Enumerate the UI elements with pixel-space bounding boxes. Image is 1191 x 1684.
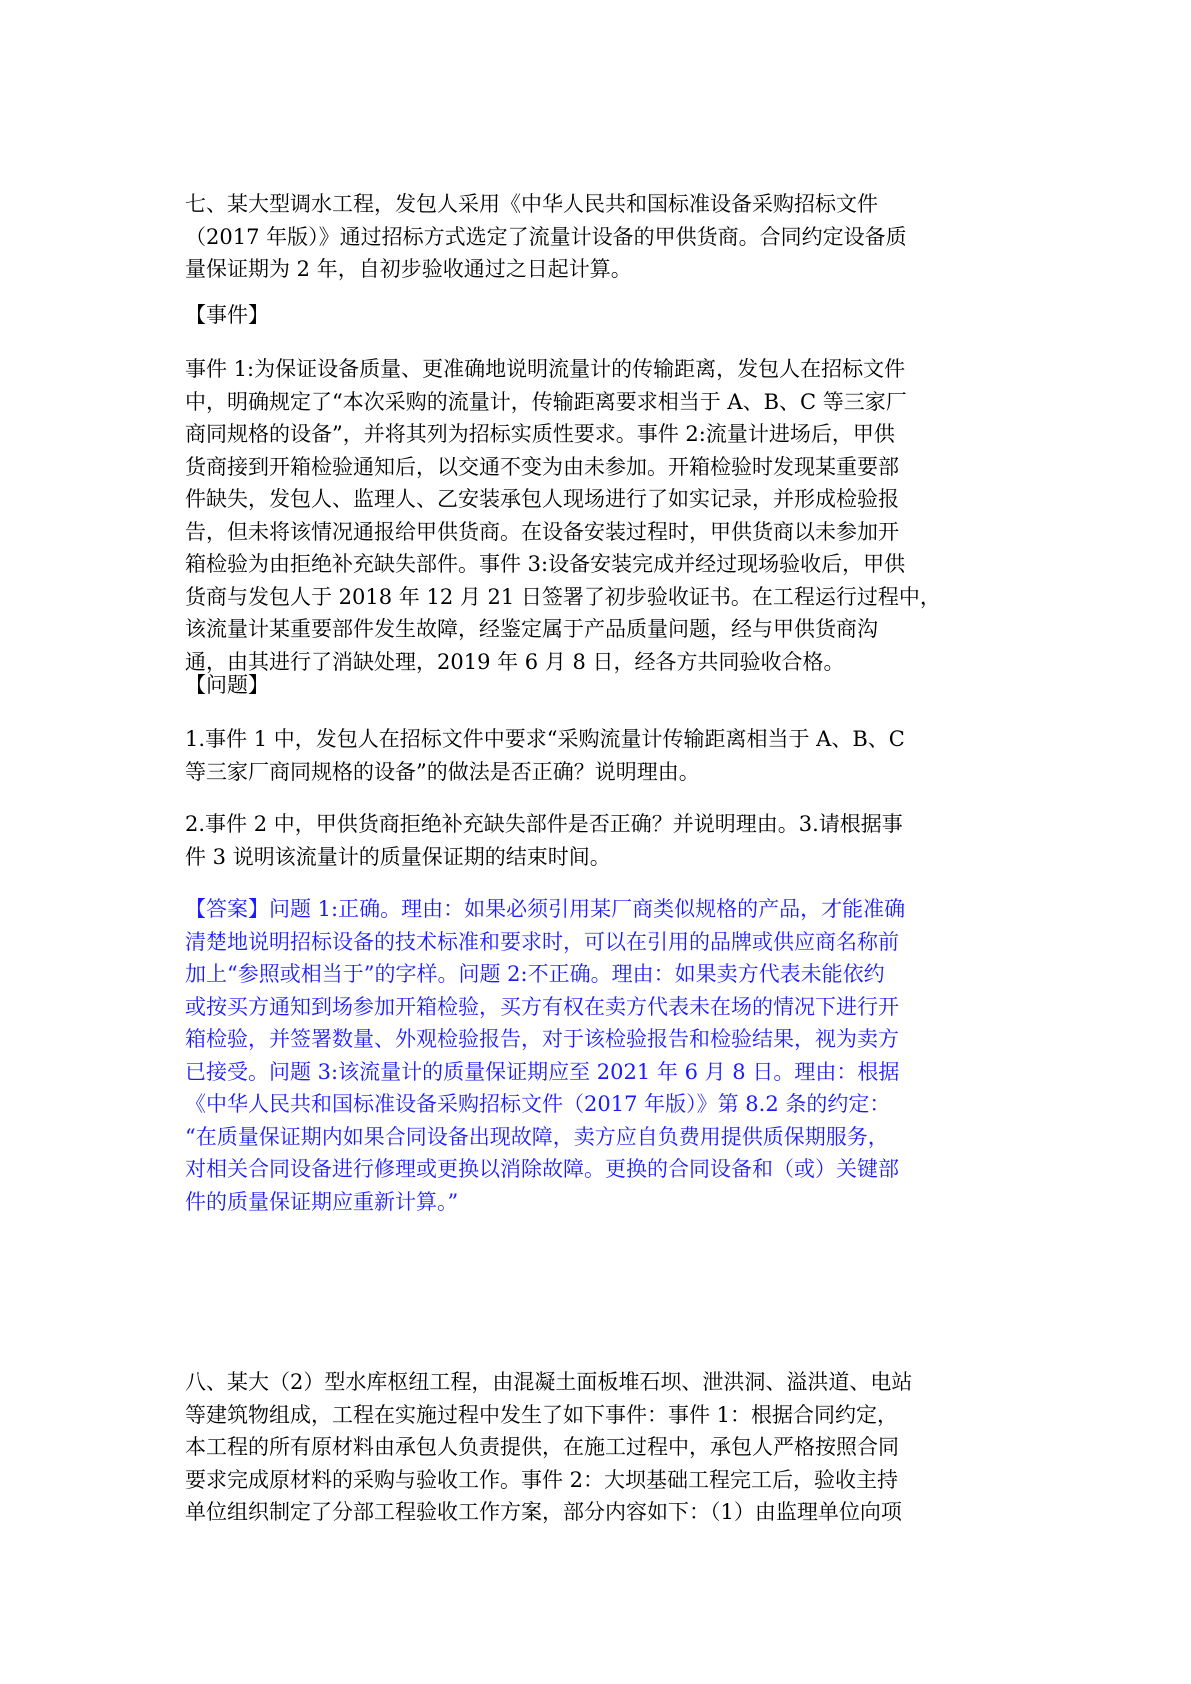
events-paragraph	[185, 353, 1021, 678]
document-page	[185, 0, 1021, 1684]
text-line: 该流量计某重要部件发生故障，经鉴定属于产品质量问题，经与甲供货商沟	[185, 617, 878, 641]
text-line: 中，明确规定了“本次采购的流量计，传输距离要求相当于 A、B、C 等三家厂	[185, 389, 907, 414]
text-line: 已接受。问题 3:该流量计的质量保证期应至 2021 年 6 月 8 日。理由：根据	[185, 1059, 900, 1084]
text-line: 件缺失，发包人、监理人、乙安装承包人现场进行了如实记录，并形成检验报	[185, 487, 899, 511]
text-line: 单位组织制定了分部工程验收工作方案，部分内容如下：（1）由监理单位向项	[185, 1500, 902, 1524]
text-line: 箱检验，并签署数量、外观检验报告，对于该检验报告和检验结果，视为卖方	[185, 1027, 899, 1051]
text-line: 通，由其进行了消缺处理，2019 年 6 月 8 日，经各方共同验收合格。	[185, 649, 845, 674]
text-line: 事件 1:为保证设备质量、更准确地说明流量计的传输距离，发包人在招标文件	[185, 357, 906, 381]
question-2	[185, 808, 1021, 873]
text-line: 或按买方通知到场参加开箱检验，买方有权在卖方代表未在场的情况下进行开	[185, 994, 899, 1019]
text-line: 《中华人民共和国标准设备采购招标文件（2017 年版）》第 8.2 条的约定：	[185, 1092, 891, 1116]
q7-intro	[185, 188, 1021, 286]
text-line: 1.事件 1 中，发包人在招标文件中要求“采购流量计传输距离相当于 A、B、C	[185, 727, 905, 751]
text-line: 对相关合同设备进行修理或更换以消除故障。更换的合同设备和（或）关键部	[185, 1157, 899, 1181]
answer-paragraph	[185, 893, 1021, 1218]
text-line: 加上“参照或相当于”的字样。问题 2:不正确。理由：如果卖方代表未能依约	[185, 962, 885, 986]
text-line: 要求完成原材料的采购与验收工作。事件 2：大坝基础工程完工后，验收主持	[185, 1467, 899, 1492]
section-heading: 【问题】	[185, 673, 269, 697]
questions-heading	[185, 669, 1021, 702]
text-line: 七、某大型调水工程，发包人采用《中华人民共和国标准设备采购招标文件	[185, 192, 878, 216]
question-1	[185, 723, 1021, 788]
text-line: 等三家厂商同规格的设备”的做法是否正确？说明理由。	[185, 759, 700, 784]
q8-intro	[185, 1366, 1021, 1529]
text-line: 本工程的所有原材料由承包人负责提供，在施工过程中，承包人严格按照合同	[185, 1435, 899, 1459]
text-line: “在质量保证期内如果合同设备出现故障，卖方应自负费用提供质保期服务，	[185, 1124, 889, 1149]
events-heading	[185, 299, 1021, 332]
text-line: 货商与发包人于 2018 年 12 月 21 日签署了初步验收证书。在工程运行过程中，	[185, 584, 941, 609]
text-line: 等建筑物组成，工程在实施过程中发生了如下事件：事件 1：根据合同约定，	[185, 1402, 899, 1427]
text-line: 货商接到开箱检验通知后，以交通不变为由未参加。开箱检验时发现某重要部	[185, 454, 899, 479]
section-heading: 【事件】	[185, 303, 269, 327]
text-line: 箱检验为由拒绝补充缺失部件。事件 3:设备安装完成并经过现场验收后，甲供	[185, 552, 906, 576]
text-line: （2017 年版）》通过招标方式选定了流量计设备的甲供货商。合同约定设备质	[185, 224, 907, 249]
text-line: 八、某大（2）型水库枢纽工程，由混凝土面板堆石坝、泄洪洞、溢洪道、电站	[185, 1370, 913, 1394]
text-line: 商同规格的设备”，并将其列为招标实质性要求。事件 2:流量计进场后，甲供	[185, 422, 895, 446]
text-line: 【答案】问题 1:正确。理由：如果必须引用某厂商类似规格的产品，才能准确	[185, 897, 906, 921]
text-line: 量保证期为 2 年，自初步验收通过之日起计算。	[185, 257, 632, 281]
text-line: 清楚地说明招标设备的技术标准和要求时，可以在引用的品牌或供应商名称前	[185, 929, 899, 954]
text-line: 件的质量保证期应重新计算。”	[185, 1189, 459, 1214]
text-line: 件 3 说明该流量计的质量保证期的结束时间。	[185, 844, 611, 869]
text-line: 告，但未将该情况通报给甲供货商。在设备安装过程时，甲供货商以未参加开	[185, 519, 899, 544]
text-line: 2.事件 2 中，甲供货商拒绝补充缺失部件是否正确？并说明理由。3.请根据事	[185, 812, 903, 836]
